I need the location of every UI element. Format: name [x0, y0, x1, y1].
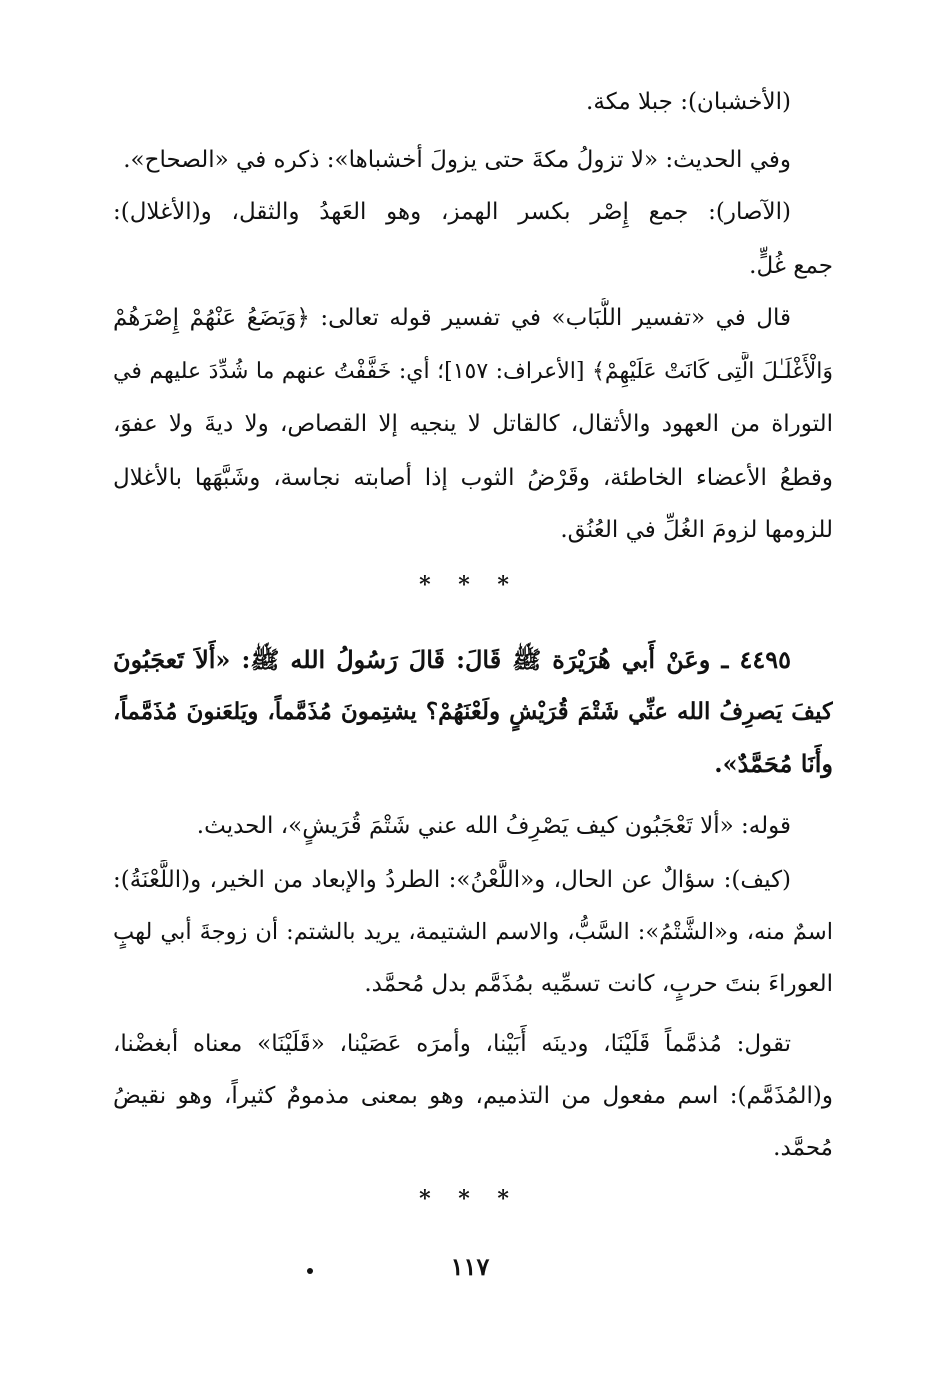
text-line: اسمٌ منه، و«الشَّتْمُ»: السَّبُّ، والاسم الشتيمة، يريد بالشتم: أن زوجةَ أبي لهبٍ [113, 919, 833, 945]
section-separator: * * * [419, 1186, 519, 1212]
text-line: وَالْأَغْلَـٰلَ الَّتِى كَانَتْ عَلَيْهِمْ﴾ [الأعراف: ١٥٧]؛ أي: خَفَّفْتُ عنهم ما شُدِّدَ عليهم في [113, 359, 833, 384]
text-line: (الأخشبان): جبلا مكة. [586, 89, 791, 115]
text-line: و(المُذَمَّم): اسم مفعول من التذميم، وهو بمعنى مذمومٌ كثيراً، وهو نقيضُ [113, 1083, 833, 1109]
text-line: قوله: «ألا تَعْجَبُون كيف يَصْرِفُ الله عني شَتْمَ قُرَيشٍ»، الحديث. [196, 813, 791, 839]
text-line: جمع غُلٍّ. [749, 253, 833, 279]
text-line: مُحمَّد. [773, 1135, 833, 1161]
page-number: ١١٧ [450, 1252, 490, 1281]
text-line: التوراة من العهود والأثقال، كالقاتل لا ينجيه إلا القصاص، ولا ديةَ ولا عفوَ، [113, 411, 833, 437]
text-line: قال في «تفسير اللُّبَاب» في تفسير قوله تعالى: ﴿وَيَضَعُ عَنْهُمْ إِصْرَهُمْ [113, 305, 791, 331]
hadith-line: ٤٤٩٥ ـ وعَنْ أَبي هُرَيْرَة ﷺ قَالَ: قَالَ رَسُولُ الله ﷺ: «أَلاَ تَعجَبُونَ [113, 645, 791, 674]
text-line: (الآصار): جمع إِصْر بكسر الهمز، وهو العَهدُ والثقل، و(الأغلال): [113, 199, 791, 225]
text-line: وقطعُ الأعضاء الخاطئة، وقَرْضُ الثوب إذا أصابته نجاسة، وشَبَّهَها بالأغلال [113, 465, 833, 491]
text-line: وفي الحديث: «لا تزولُ مكةَ حتى يزولَ أخشباها»: ذكره في «الصحاح». [123, 147, 791, 173]
hadith-line: كيفَ يَصرِفُ الله عنِّي شَتْمَ قُرَيْشٍ ولَعْنَهُمْ؟ يشتِمونَ مُذَمَّماً، ويَلعَنونَ مُذَمَّماً، [113, 698, 833, 725]
text-line: (كيف): سؤالٌ عن الحال، و«اللَّعْنُ»: الطردُ والإبعاد من الخير، و(اللَّعْنَةُ): [113, 867, 791, 893]
text-line: للزومها لزومَ الغُلِّ في العُنُق. [560, 517, 833, 543]
page-mark-dot [307, 1268, 313, 1274]
section-separator: * * * [419, 572, 519, 598]
text-line: تقول: مُذمَّماً قَلَيْنَا، ودينَه أَبَيْنا، وأمرَه عَصَيْنا، «قَلَيْنَا» معناه أبغضْنا، [113, 1031, 791, 1057]
text-line: العوراءَ بنتَ حربٍ، كانت تسمِّيه بمُذَمَّم بدل مُحمَّد. [364, 971, 833, 997]
hadith-line: وأَنَا مُحَمَّدٌ». [714, 749, 833, 778]
